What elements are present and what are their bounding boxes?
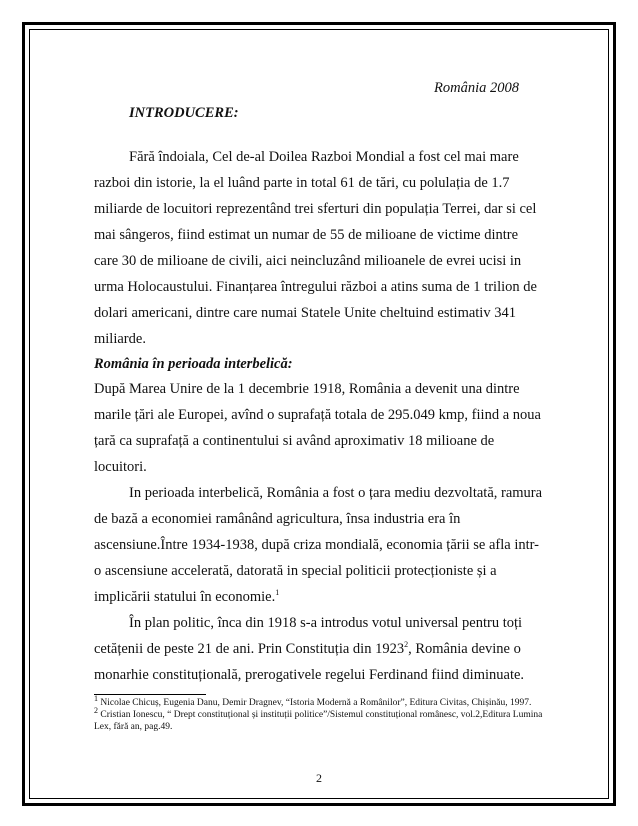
footnote-ref-1: 1 [275, 588, 280, 598]
footnote-1-number: 1 [94, 693, 98, 703]
footnote-1 [94, 693, 544, 709]
footnotes [94, 693, 544, 733]
footnote-2-number: 2 [94, 705, 98, 715]
footnote-2-text: Cristian Ionescu, “ Drept constituțional și instituții politice”/Sistemul constituțional românesc, vol.2,Editura Lumina Lex, fără an, pag.49. [94, 710, 543, 732]
footnote-separator [94, 694, 206, 695]
footnote-1-text: Nicolae Chicuș, Eugenia Danu, Demir Dragnev, “Istoria Modernă a Românilor”, Editura Civitas, Chișinău, 1997. [98, 698, 532, 708]
footnote-ref-2: 2 [404, 640, 409, 650]
document-page [94, 70, 544, 733]
document-header: România 2008 [434, 80, 519, 96]
section-heading: România în perioada interbelică: [94, 356, 293, 372]
section-paragraph-1: După Marea Unire de la 1 decembrie 1918, România a devenit una dintre marile țări ale Europei, avînd o suprafață totala de 295.049 kmp, fiind a noua țară ca suprafață a continentului si având aproximativ 18 milioane de locuitori. [94, 381, 541, 475]
section-paragraph-2 [94, 480, 544, 610]
footnote-2 [94, 705, 544, 733]
paragraph-2-text: In perioada interbelică, România a fost o țara mediu dezvoltată, ramura de bază a economiei ramânând agricultura, însa industria era în ascensiune.Între 1934-1938, după criza mondială, economia țării se afla intr-o ascensiune accelerată, datorată in special politicii protecționiste și a implicării statului în economie. [94, 485, 543, 605]
section-paragraph-3 [94, 610, 544, 688]
intro-paragraph: Fără îndoiala, Cel de-al Doilea Razboi Mondial a fost cel mai mare razboi din istorie, la el luând parte in total 61 de tări, cu polulația de 1.7 miliarde de locuitori reprezentând trei sferturi din populația Terrei, dar si cel mai sângeros, fiind estimat un numar de 55 de milioane de victime dintre care 30 de milioane de civili, aici neincluzând milioanele de evrei ucisi in urma Holocaustului. Finanțarea întregului război a atins suma de 1 trilion de dolari americani, dintre care numai Statele Unite cheltuind estimativ 341 miliarde. [94, 149, 537, 347]
intro-heading: INTRODUCERE: [129, 105, 239, 121]
paragraph-3-text-a: În plan politic, înca din 1918 s-a introdus votul universal pentru toți cetățenii de peste 21 de ani. Prin Constituția din 1923 [94, 615, 523, 657]
page-number: 2 [316, 771, 322, 785]
paragraph-3-text-b: , România devine o monarhie constituțională, prerogativele regelui Ferdinand fiind diminuate. [94, 641, 525, 683]
